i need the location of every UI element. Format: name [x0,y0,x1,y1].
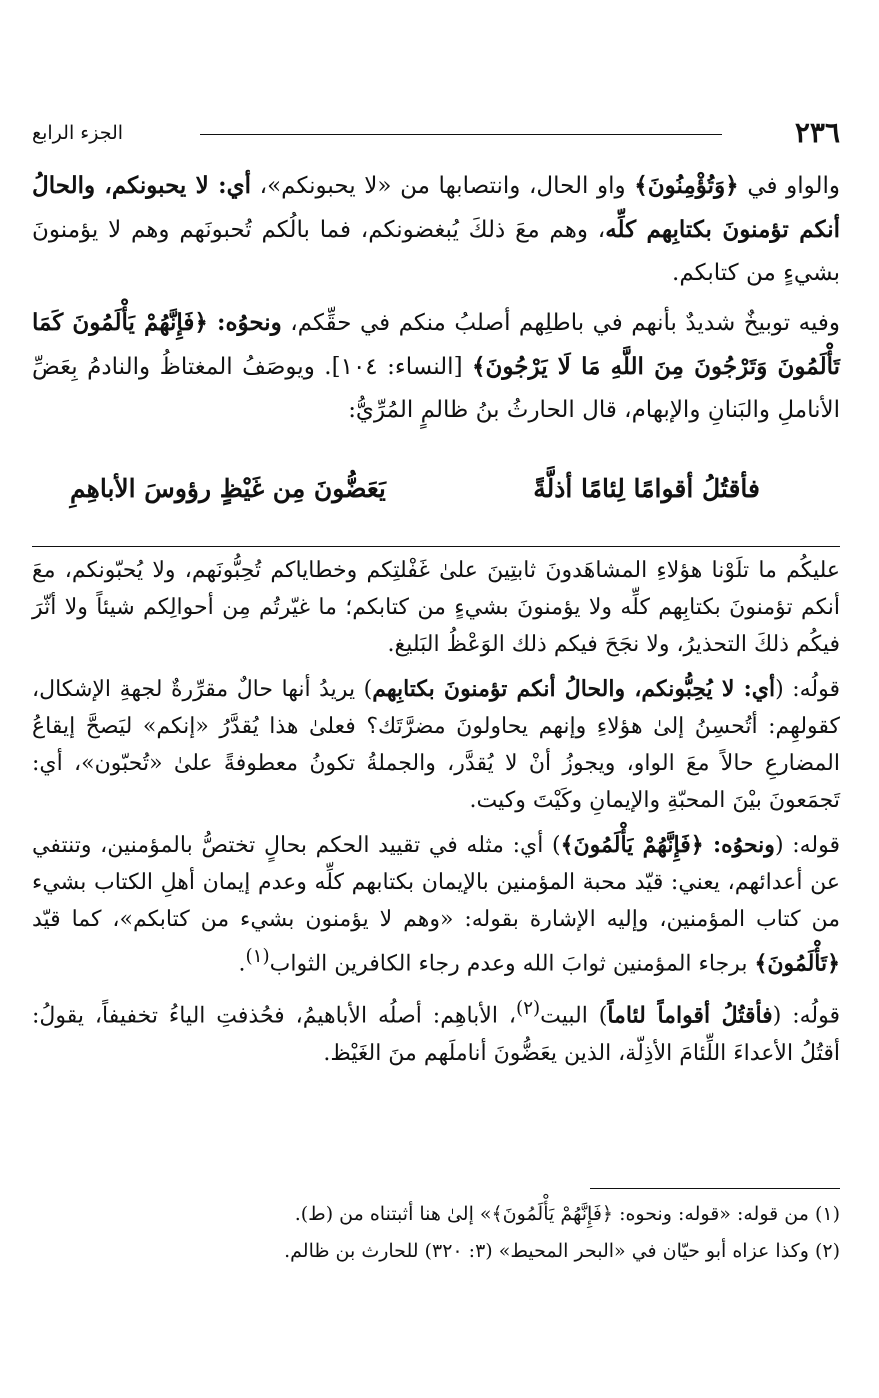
bold-phrase: أي: لا يُحِبُّونكم، والحالُ أنكم تؤمنونَ بكتابِهم [372,676,776,702]
text-run: والواو في [738,173,841,199]
page-number: ٢٣٦ [794,116,840,149]
text-run: ، الأباهِم: أصلُه الأباهيمُ، فحُذفتِ الياءُ تخفيفاً، يقولُ: أقتُلُ الأعداءَ اللِّئامَ الأذِلّة، الذين يعَضُّونَ أناملَهم منَ الغَيْظ. [32,1003,840,1066]
bold-phrase: فأقتُلُ أقواماً لئاماً [607,1002,773,1029]
verse-second-hemistich: يَعَضُّونَ مِن غَيْظٍ رؤوسَ الأباهِمِ [70,474,386,503]
commentary-paragraph [32,671,840,819]
text-run: وفيه توبيخٌ شديدٌ بأنهم في باطلِهم أصلبُ منكم في حقِّكم، [281,310,840,336]
bold-phrase: أي: لا يحبونكم، والحالُ أنكم تؤمنونَ بكتابِهم كلِّه [32,172,840,243]
quran-quote: ﴿تَأْلَمُونَ﴾ [754,950,840,977]
commentary-paragraph: عليكُم ما تلَوْنا هؤلاءِ المشاهَدونَ ثابتِينَ علىٰ غَفْلتِكم وخطاياكم تُحِبُّونَهم، ولا يُحبّونكم، معَ أنكم تؤمنونَ بكتابِهم كلِّه ولا يؤمنونَ بشيءٍ من كتابكم؛ ما غيّرتُم مِن أحوالِكم شيئاً ولا أثّرَ فيكُم ذلكَ التحذيرُ، ولا نجَحَ فيكم ذلك الوَعْظُ البَليغ. [32,558,840,657]
text-run: ) أي: مثله في تقييد الحكم بحالٍ تختصُّ بالمؤمنين، وتنتفي عن أعدائهم، يعني: قيّد محبة المؤمنين بالإيمان بكتابهم كلِّه وعدم إيمان أهلِ الكتاب بشيء من كتاب المؤمنين، وإليه الإشارة بقوله: «وهم لا يؤمنون بشيء من كتابكم»، كما قيّد [32,833,840,932]
commentary-paragraph [32,827,840,982]
commentary-text [32,552,840,1072]
verse-first-hemistich: فأقتُلُ أقوامًا لِئامًا أذلَّةً [533,474,760,503]
text-run: قوله: ( [774,833,840,858]
text-run: ) يريدُ أنها حالٌ مقرِّرةٌ لجهةِ الإشكال، كقولهِم: أتُحسِنُ إلىٰ هؤلاءِ وإنهم يحاولونَ مضرَّتَك؟ فعلىٰ هذا يُقدَّرُ «إنكم» ليَصحَّ إيقاعُ المضارعِ حالاً معَ الواو، ويجوزُ أنْ لا يُقدَّر، والجملةُ تكونُ معطوفةً علىٰ «تُحبّون»، أي: تَجمَعونَ بيْنَ المحبّةِ والإيمانِ وكَيْتَ وكيت. [32,677,840,813]
header-rule [200,134,722,135]
text-run: ) البيت [540,1003,608,1029]
footnote-reference[interactable]: (١) [245,946,270,967]
page-header [32,112,840,152]
text-run: واو الحال، وانتصابها من «لا يحبونكم»، [251,173,635,199]
quran-quote: ﴿وَتُؤْمِنُونَ﴾ [634,172,739,199]
text-run: ، وهم معَ ذلكَ يُبغضونكم، فما بالُكم تُحبونَهم وهم لا يؤمنونَ بشيءٍ من كتابكم. [32,217,840,286]
footnote: (١) من قوله: «قوله: ونحوه: ﴿فَإِنَّهُمْ يَأْلَمُونَ﴾» إلىٰ هنا أثبتناه من (ط). [294,1203,840,1225]
commentary-divider [32,546,840,547]
main-text [32,164,840,432]
main-paragraph [32,301,840,432]
text-run: قولُه: ( [775,677,840,702]
bold-phrase: ونحوُه: ﴿فَإِنَّهُمْ يَأْلَمُونَ﴾ [560,832,775,858]
footnotes [32,1196,840,1270]
text-run: . [238,951,246,977]
text-run: [النساء: ١٠٤]. ويوصَفُ المغتاظُ والنادمُ بِعَضِّ الأناملِ والبَنانِ والإبهام، قال الحارثُ بنُ ظالمٍ المُرِّيُّ: [32,354,840,423]
footnote: (٢) وكذا عزاه أبو حيّان في «البحر المحيط» (٣: ٣٢٠) للحارث بن ظالم. [284,1240,840,1262]
quran-quote: ﴿فَإِنَّهُمْ يَأْلَمُونَ كَمَا تَأْلَمُونَ وَتَرْجُونَ مِنَ اللَّهِ مَا لَا يَرْجُونَ﴾ [32,309,840,380]
running-title: الجزء الرابع [32,122,124,144]
text-run: برجاء المؤمنين ثوابَ الله وعدم رجاء الكافرين الثواب [269,951,755,977]
poetry-verse [70,474,760,524]
text-run: قولُه: ( [772,1003,840,1029]
footnote-rule [590,1188,840,1189]
footnote-reference[interactable]: (٢) [515,998,541,1020]
bold-phrase: ونحوُه: [217,309,282,336]
commentary-paragraph [32,990,840,1071]
main-paragraph [32,164,840,295]
